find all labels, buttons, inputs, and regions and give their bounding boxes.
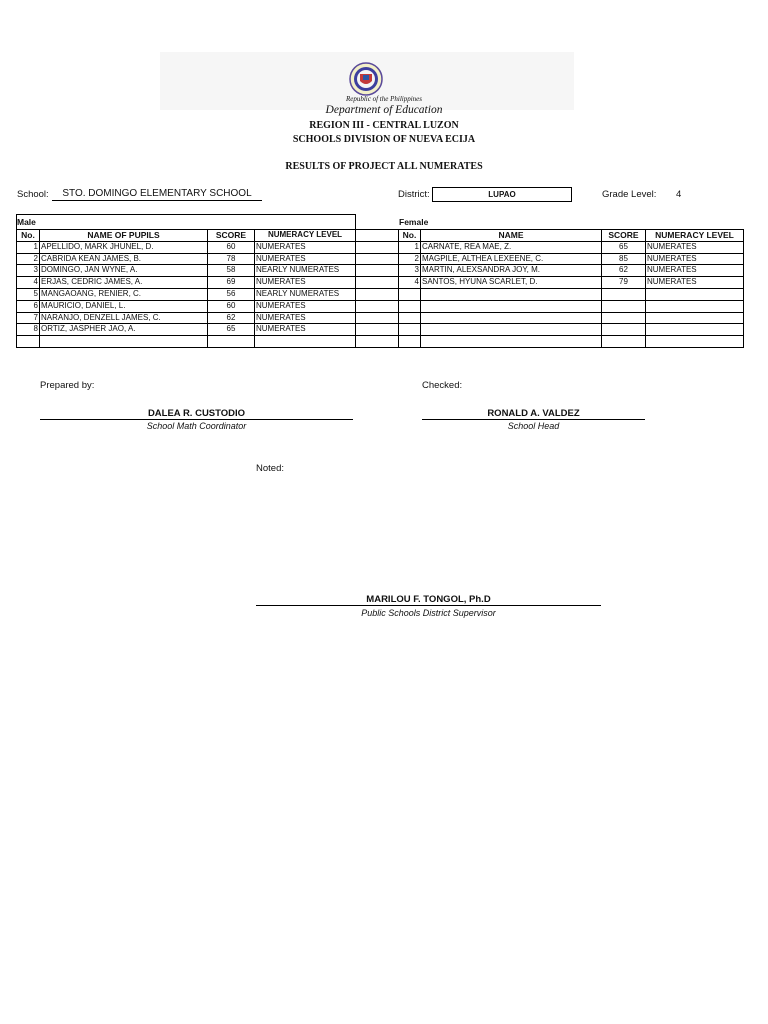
female-no-cell: 4 — [399, 277, 421, 289]
checked-signature-line — [422, 419, 645, 420]
female-level-cell — [646, 288, 744, 300]
spacer-row — [355, 288, 399, 300]
school-value: STO. DOMINGO ELEMENTARY SCHOOL — [52, 188, 262, 201]
male-score-cell: 58 — [208, 265, 255, 277]
male-level-cell: NUMERATES — [255, 241, 356, 253]
male-table-row — [17, 277, 356, 289]
female-score-cell: 62 — [602, 265, 646, 277]
male-no-cell: 7 — [17, 312, 40, 324]
female-col-level: NUMERACY LEVEL — [646, 230, 744, 242]
female-table-row — [399, 265, 744, 277]
spacer-cell — [355, 288, 399, 300]
male-level-cell: NUMERATES — [255, 253, 356, 265]
female-section-label: Female — [399, 217, 429, 227]
male-no-cell: 2 — [17, 253, 40, 265]
male-section-label: Male — [17, 217, 36, 227]
spacer-row — [355, 300, 399, 312]
female-table-row — [399, 288, 744, 300]
female-col-score: SCORE — [602, 230, 646, 242]
female-no-cell — [399, 288, 421, 300]
spacer-row — [355, 277, 399, 289]
female-score-cell — [602, 324, 646, 336]
male-no-cell: 8 — [17, 324, 40, 336]
female-no-cell — [399, 300, 421, 312]
male-level-cell: NEARLY NUMERATES — [255, 265, 356, 277]
male-no-cell: 6 — [17, 300, 40, 312]
male-name-cell — [40, 336, 208, 348]
prepared-by-name: DALEA R. CUSTODIO — [147, 408, 246, 419]
male-score-cell: 60 — [208, 300, 255, 312]
male-level-cell: NUMERATES — [255, 312, 356, 324]
spacer-cell — [355, 230, 399, 242]
spacer-cell — [355, 312, 399, 324]
male-name-cell: ERJAS, CEDRIC JAMES, A. — [40, 277, 208, 289]
female-name-cell — [421, 324, 602, 336]
spacer-cell — [355, 265, 399, 277]
female-score-cell: 85 — [602, 253, 646, 265]
spacer-row — [355, 265, 399, 277]
male-col-no: No. — [17, 230, 40, 242]
male-table-row — [17, 300, 356, 312]
spacer-row — [355, 312, 399, 324]
spacer-column — [355, 229, 399, 348]
male-table-row — [17, 265, 356, 277]
spacer-cell — [355, 253, 399, 265]
female-level-cell — [646, 300, 744, 312]
noted-by-title: Public Schools District Supervisor — [361, 608, 496, 618]
female-score-cell — [602, 288, 646, 300]
female-table-row — [399, 324, 744, 336]
report-title: RESULTS OF PROJECT ALL NUMERATES — [285, 161, 483, 172]
male-table-header — [17, 230, 356, 242]
district-value: LUPAO — [432, 187, 572, 202]
male-section-frame — [16, 214, 356, 229]
noted-signature-line — [256, 605, 601, 606]
male-table-row — [17, 336, 356, 348]
checked-by-title: School Head — [507, 421, 560, 431]
deped-seal-icon — [349, 62, 383, 96]
female-col-no: No. — [399, 230, 421, 242]
female-table-row — [399, 253, 744, 265]
female-level-cell: NUMERATES — [646, 265, 744, 277]
spacer-cell — [355, 300, 399, 312]
female-level-cell — [646, 312, 744, 324]
female-table-row — [399, 312, 744, 324]
female-level-cell — [646, 336, 744, 348]
female-level-cell — [646, 324, 744, 336]
male-table-row — [17, 324, 356, 336]
male-name-cell: ORTIZ, JASPHER JAO, A. — [40, 324, 208, 336]
male-name-cell: APELLIDO, MARK JHUNEL, D. — [40, 241, 208, 253]
male-col-name: NAME OF PUPILS — [40, 230, 208, 242]
female-level-cell: NUMERATES — [646, 241, 744, 253]
spacer-cell — [355, 277, 399, 289]
female-no-cell — [399, 336, 421, 348]
spacer-row — [355, 324, 399, 336]
male-no-cell: 5 — [17, 288, 40, 300]
male-score-cell: 62 — [208, 312, 255, 324]
male-no-cell: 3 — [17, 265, 40, 277]
spacer-row — [355, 336, 399, 348]
spacer-row — [355, 230, 399, 242]
female-table-row — [399, 300, 744, 312]
spacer-row — [355, 241, 399, 253]
female-name-cell: MAGPILE, ALTHEA LEXEENE, C. — [421, 253, 602, 265]
male-name-cell: DOMINGO, JAN WYNE, A. — [40, 265, 208, 277]
female-score-cell: 79 — [602, 277, 646, 289]
female-score-cell — [602, 336, 646, 348]
male-level-cell: NUMERATES — [255, 324, 356, 336]
male-score-cell — [208, 336, 255, 348]
prepared-by-label: Prepared by: — [40, 380, 95, 391]
female-name-cell — [421, 312, 602, 324]
male-col-score: SCORE — [208, 230, 255, 242]
male-name-cell: MAURICIO, DANIEL, L. — [40, 300, 208, 312]
republic-text: Republic of the Philippines — [345, 95, 422, 103]
male-level-cell — [255, 336, 356, 348]
male-table-row — [17, 288, 356, 300]
district-label: District: — [398, 189, 430, 200]
female-name-cell — [421, 300, 602, 312]
male-name-cell: MANGAOANG, RENIER, C. — [40, 288, 208, 300]
division-name: SCHOOLS DIVISION OF NUEVA ECIJA — [292, 134, 476, 145]
noted-by-name: MARILOU F. TONGOL, Ph.D — [366, 594, 491, 605]
female-level-cell: NUMERATES — [646, 277, 744, 289]
female-table-row — [399, 241, 744, 253]
male-no-cell: 1 — [17, 241, 40, 253]
female-name-cell: CARNATE, REA MAE, Z. — [421, 241, 602, 253]
grade-level-value: 4 — [676, 189, 682, 200]
male-score-cell: 60 — [208, 241, 255, 253]
female-level-cell: NUMERATES — [646, 253, 744, 265]
prepared-by-title: School Math Coordinator — [146, 421, 247, 431]
female-name-cell: SANTOS, HYUNA SCARLET, D. — [421, 277, 602, 289]
male-no-cell: 4 — [17, 277, 40, 289]
female-score-cell — [602, 312, 646, 324]
female-table-header — [399, 230, 744, 242]
grade-level-label: Grade Level: — [602, 189, 657, 200]
noted-by-label: Noted: — [256, 463, 284, 474]
spacer-cell — [355, 336, 399, 348]
female-no-cell: 2 — [399, 253, 421, 265]
spacer-row — [355, 253, 399, 265]
spacer-cell — [355, 324, 399, 336]
female-no-cell — [399, 312, 421, 324]
department-name: Department of Education — [325, 104, 443, 116]
female-name-cell — [421, 336, 602, 348]
female-no-cell — [399, 324, 421, 336]
checked-by-name: RONALD A. VALDEZ — [487, 408, 580, 419]
male-no-cell — [17, 336, 40, 348]
male-table-row — [17, 241, 356, 253]
female-score-cell — [602, 300, 646, 312]
female-score-cell: 65 — [602, 241, 646, 253]
male-table-row — [17, 253, 356, 265]
male-score-cell: 69 — [208, 277, 255, 289]
female-name-cell — [421, 288, 602, 300]
female-table-row — [399, 336, 744, 348]
male-col-level: NUMERACY LEVEL — [255, 230, 356, 242]
male-name-cell: NARANJO, DENZELL JAMES, C. — [40, 312, 208, 324]
male-table — [16, 229, 356, 348]
school-label: School: — [17, 189, 49, 200]
male-level-cell: NUMERATES — [255, 277, 356, 289]
female-col-name: NAME — [421, 230, 602, 242]
checked-by-label: Checked: — [422, 380, 463, 391]
female-no-cell: 1 — [399, 241, 421, 253]
female-no-cell: 3 — [399, 265, 421, 277]
male-name-cell: CABRIDA KEAN JAMES, B. — [40, 253, 208, 265]
female-name-cell: MARTIN, ALEXSANDRA JOY, M. — [421, 265, 602, 277]
spacer-cell — [355, 241, 399, 253]
male-score-cell: 56 — [208, 288, 255, 300]
male-table-row — [17, 312, 356, 324]
female-table-row — [399, 277, 744, 289]
female-table — [398, 229, 744, 348]
region-name: REGION III - CENTRAL LUZON — [309, 120, 459, 131]
male-level-cell: NEARLY NUMERATES — [255, 288, 356, 300]
male-score-cell: 65 — [208, 324, 255, 336]
prepared-signature-line — [40, 419, 353, 420]
male-level-cell: NUMERATES — [255, 300, 356, 312]
male-score-cell: 78 — [208, 253, 255, 265]
